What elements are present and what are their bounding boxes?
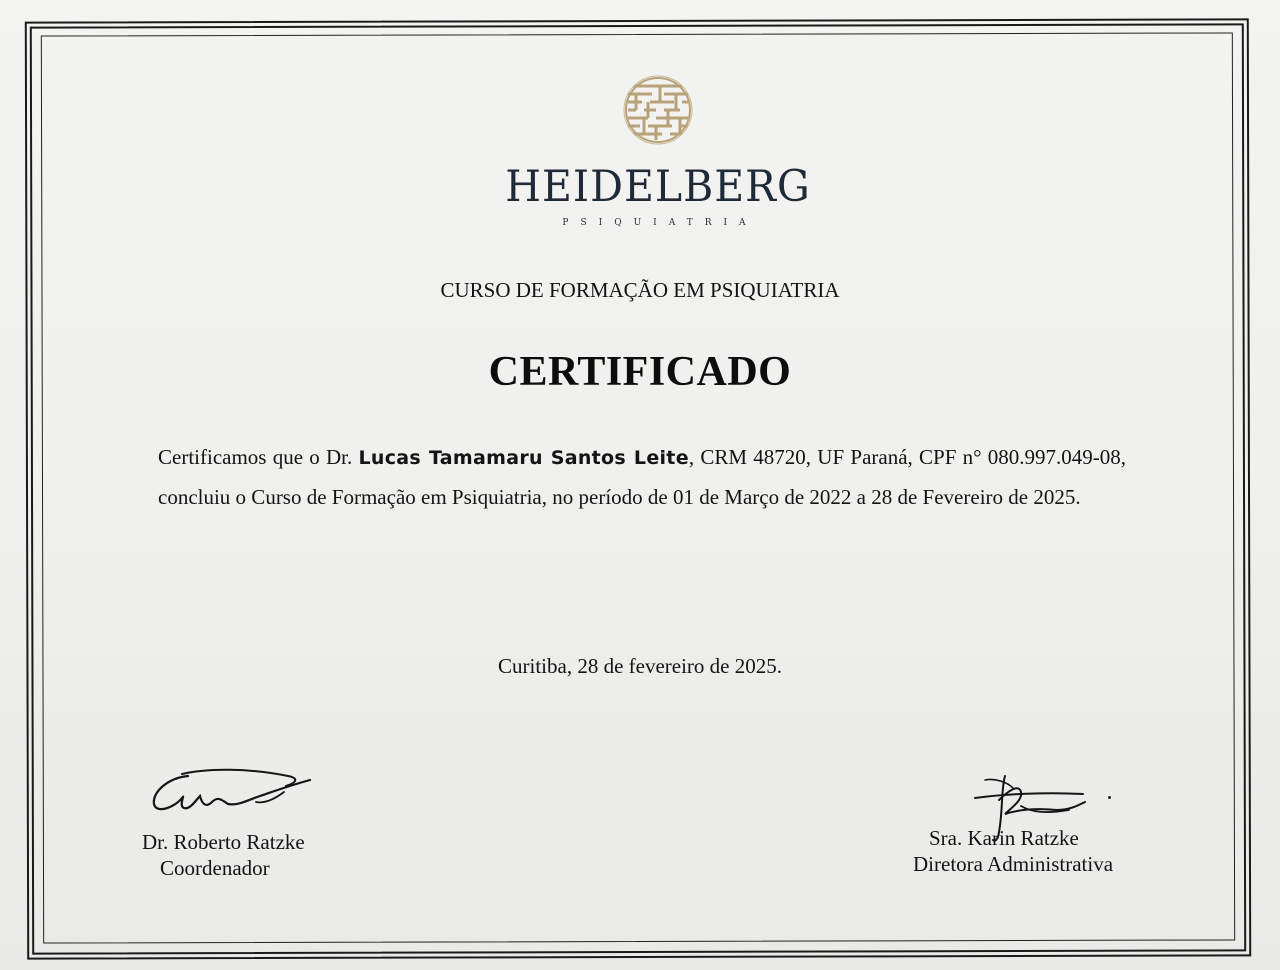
signatory-right-name: Sra. Karin Ratzke — [929, 826, 1079, 850]
recipient-name: Lucas Tamamaru Santos Leite — [358, 447, 689, 469]
course-title: CURSO DE FORMAÇÃO EM PSIQUIATRIA — [440, 278, 840, 302]
signatory-left-role: Coordenador — [160, 856, 270, 880]
body-intro: Certificamos que o Dr. — [158, 445, 359, 469]
certificate-title: CERTIFICADO — [488, 349, 792, 395]
signature-left — [148, 764, 323, 824]
signatory-right-role: Diretora Administrativa — [913, 852, 1114, 876]
maze-emblem-icon — [622, 74, 694, 146]
brand-name: HEIDELBERG — [505, 160, 811, 212]
certificate-body — [158, 438, 1126, 517]
place-date: Curitiba, 28 de fevereiro de 2025. — [498, 654, 782, 678]
body-details: , CRM 48720, UF Paraná, CPF n° 080.997.049-08, concluiu o Curso de Formação em Psiquiatria, no período de 01 de Março de 2022 a 28 de Fevereiro de 2025. — [158, 445, 1127, 509]
brand-subtitle: PSIQUIATRIA — [562, 218, 758, 228]
signatory-left-name: Dr. Roberto Ratzke — [142, 830, 305, 854]
ink-dot — [1108, 796, 1111, 799]
